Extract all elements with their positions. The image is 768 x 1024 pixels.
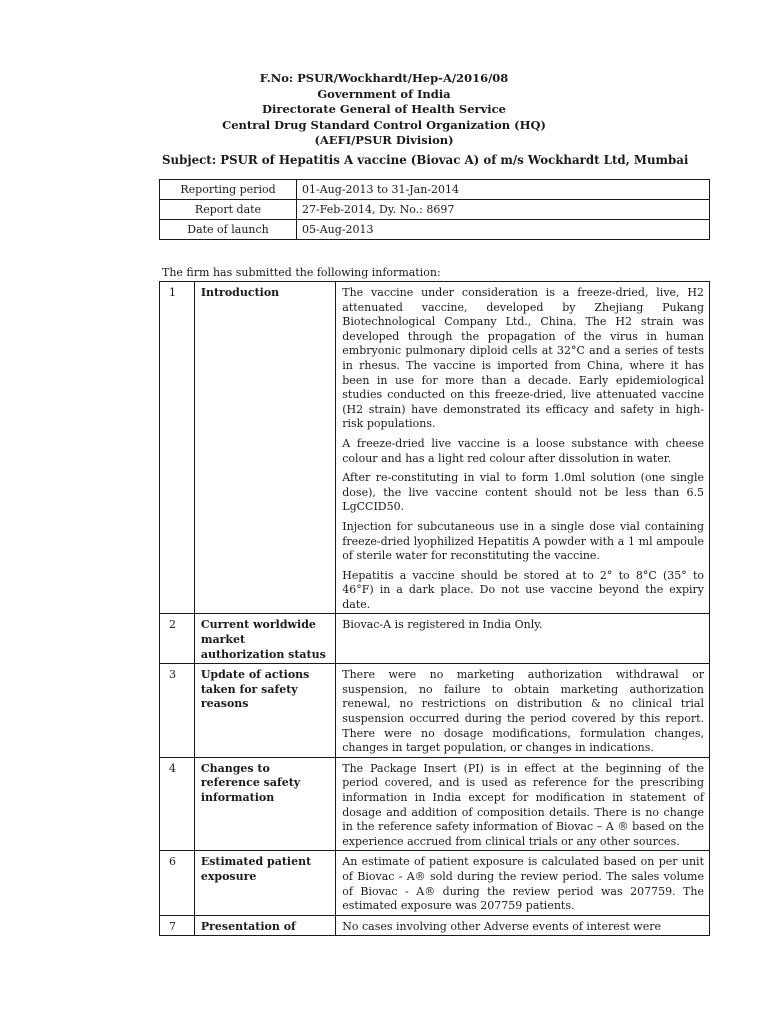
document-header <box>0 71 768 149</box>
subject-line: Subject: PSUR of Hepatitis A vaccine (Biovac A) of m/s Wockhardt Ltd, Mumbai <box>162 153 689 167</box>
table-row <box>160 614 710 664</box>
row-paragraph: There were no marketing authorization withdrawal or suspension, no failure to obtain marketing authorization renewal, no restrictions on distribution & no clinical trial suspension occurred during the period covered by this report. There were no dosage modifications, formulation changes, changes in target population, or changes in indications. <box>342 668 704 755</box>
row-number: 3 <box>160 664 195 758</box>
meta-label: Date of launch <box>160 220 297 240</box>
report-meta-table <box>159 179 710 240</box>
meta-value: 01-Aug-2013 to 31-Jan-2014 <box>297 180 710 200</box>
row-paragraph: Biovac-A is registered in India Only. <box>342 618 543 632</box>
organization-line: Central Drug Standard Control Organization (HQ) <box>222 117 546 132</box>
row-content <box>336 614 710 664</box>
row-title: Estimated patient exposure <box>194 851 335 915</box>
meta-label: Report date <box>160 200 297 220</box>
row-paragraph: No cases involving other Adverse events of interest were <box>342 919 661 933</box>
file-number: F.No: PSUR/Wockhardt/Hep-A/2016/08 <box>259 71 509 85</box>
meta-row <box>160 180 710 200</box>
row-paragraph: A freeze-dried live vaccine is a loose substance with cheese colour and has a light red colour after dissolution in water. <box>342 436 704 465</box>
row-paragraph: After re-constituting in vial to form 1.0ml solution (one single dose), the live vaccine content should not be less than 6.5 LgCCID50. <box>342 471 704 514</box>
row-number: 6 <box>160 851 195 915</box>
meta-value: 27-Feb-2014, Dy. No.: 8697 <box>297 200 710 220</box>
table-row <box>160 851 710 915</box>
row-content <box>336 282 710 614</box>
directorate-line: Directorate General of Health Service <box>262 102 506 116</box>
table-row <box>160 757 710 851</box>
row-title: Presentation of <box>194 915 335 936</box>
row-paragraph: The Package Insert (PI) is in effect at the beginning of the period covered, and is used as reference for the prescribing information in India except for modification in statement of dosage and addition of composition details. There is no change in the reference safety information of Biovac – A ® based on the experience accrued from clinical trials or any other sources. <box>342 761 704 848</box>
row-number: 1 <box>160 282 195 614</box>
row-title: Current worldwide market authorization status <box>194 614 335 664</box>
meta-value: 05-Aug-2013 <box>297 220 710 240</box>
row-paragraph: Injection for subcutaneous use in a single dose vial containing freeze-dried lyophilized Hepatitis A powder with a 1 ml ampoule of sterile water for reconstituting the vaccine. <box>342 519 704 563</box>
row-title: Update of actions taken for safety reasons <box>194 664 335 758</box>
meta-row <box>160 200 710 220</box>
meta-label: Reporting period <box>160 180 297 200</box>
row-title: Introduction <box>194 282 335 614</box>
row-number: 2 <box>160 614 195 664</box>
table-row <box>160 282 710 614</box>
row-paragraph: The vaccine under consideration is a freeze-dried, live, H2 attenuated vaccine, developed by Zhejiang Pukang Biotechnological Company Ltd., China. The H2 strain was developed through the propagation of the virus in human embryonic pulmonary diploid cells at 32°C and a series of tests in rhesus. The vaccine is imported from China, where it has been in use for more than a decade. Early epidemiological studies conducted on this freeze-dried, live attenuated vaccine (H2 strain) have demonstrated its efficacy and safety in high-risk populations. <box>342 286 704 431</box>
row-content <box>336 851 710 915</box>
intro-text: The firm has submitted the following information: <box>162 266 441 279</box>
row-content <box>336 915 710 936</box>
table-row <box>160 915 710 936</box>
row-paragraph: An estimate of patient exposure is calculated based on per unit of Biovac - A® sold during the review period. The sales volume of Biovac - A® during the review period was 207759. The estimated exposure was 207759 patients. <box>342 855 704 913</box>
row-content <box>336 664 710 758</box>
government-line: Government of India <box>317 86 451 101</box>
table-row <box>160 664 710 758</box>
row-number: 4 <box>160 757 195 851</box>
row-paragraph: Hepatitis a vaccine should be stored at to 2° to 8°C (35° to 46°F) in a dark place. Do not use vaccine beyond the expiry date. <box>342 568 704 611</box>
row-content <box>336 757 710 851</box>
row-title: Changes to reference safety information <box>194 757 335 851</box>
information-table <box>159 281 710 936</box>
meta-row <box>160 220 710 240</box>
row-number: 7 <box>160 915 195 936</box>
division-line: (AEFI/PSUR Division) <box>314 133 454 147</box>
